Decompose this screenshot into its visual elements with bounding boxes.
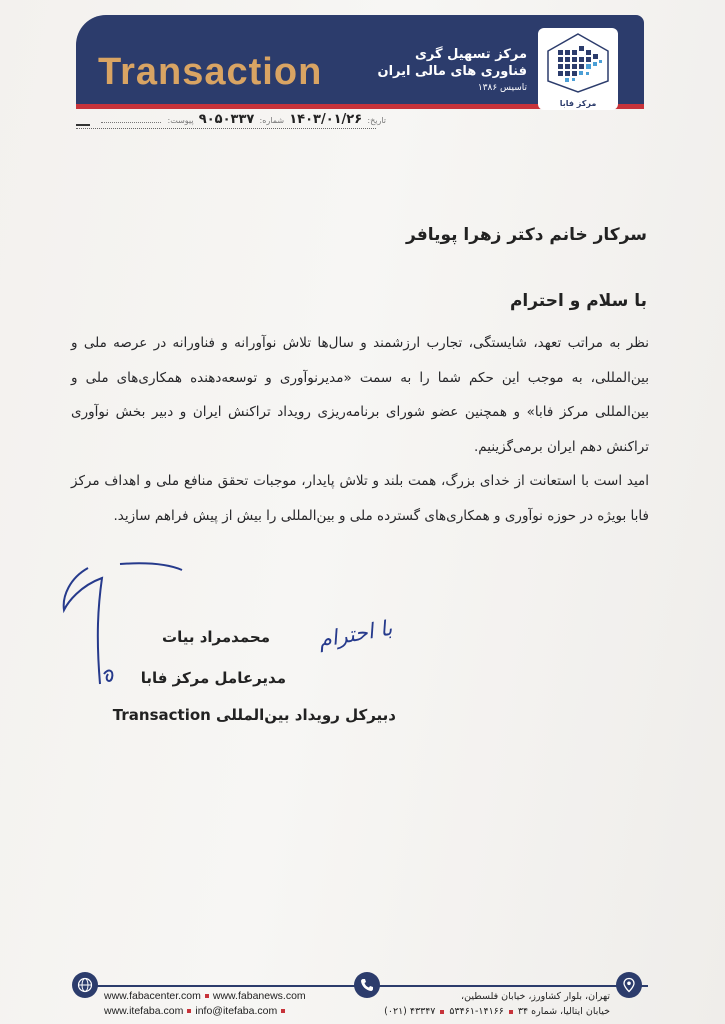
handwritten-note: با احترام [316, 615, 395, 653]
attachment-blank [101, 122, 161, 123]
footer-website-2[interactable]: www.fabanews.com [212, 990, 306, 1002]
signer-event-title: دبیرکل رویداد بین‌المللی Transaction [112, 706, 396, 724]
date-value: ۱۴۰۳/۰۱/۲۶ [289, 112, 363, 127]
meta-dotted-rule [76, 128, 376, 129]
faba-logo [538, 28, 618, 110]
footer-address [340, 989, 610, 1019]
footer-websites [104, 989, 344, 1019]
footer-address-line2: خیابان ایتالیا، شماره ۳۴ [517, 1006, 610, 1017]
organization-title [377, 46, 527, 97]
number-value: ۹۰۵۰۳۳۷ [198, 112, 255, 127]
wordmark-text: Transaction [98, 51, 323, 93]
footer-email[interactable]: info@itefaba.com [195, 1005, 278, 1017]
number-label: شماره: [259, 116, 285, 125]
transaction-wordmark [98, 47, 368, 97]
faba-logo-icon [544, 32, 612, 94]
footer-postal-code: ۱۴۱۶۶-۵۳۴۶۱ [449, 1006, 504, 1017]
location-icon [616, 972, 642, 998]
date-label: تاریخ: [367, 116, 386, 125]
letter-body [71, 326, 649, 533]
logo-caption: مرکز فابا [559, 99, 597, 108]
org-name-line2: فناوری های مالی ایران [377, 64, 527, 79]
body-paragraph-1: نظر به مراتب تعهد، شایستگی، تجارب ارزشمند و سال‌ها تلاش نوآورانه و فناورانه در عرصه ملی و بین‌المللی، به موجب این حکم شما را به سمت «مدیرنوآوری و توسعه‌دهنده همکاری‌های ملی و بین‌المللی مرکز فابا» و همچنین عضو شورای برنامه‌ریزی رویداد تراکنش ایران و دبیر بخش نوآوری تراکنش دهم ایران برمی‌گزینیم. [71, 335, 649, 455]
body-paragraph-2: امید است با استعانت از خدای بزرگ، همت بلند و تلاش پایدار، موجبات تحقق منافع ملی و اهداف مرکز فابا بویژه در حوزه نوآوری و همکاری‌های گسترده ملی و بین‌المللی را بیش از پیش فراهم سازید. [71, 473, 649, 524]
footer-phone: (۰۲۱) ۴۳۳۴۷ [384, 1006, 436, 1017]
org-established: تاسیس ۱۳۸۶ [477, 83, 527, 93]
footer-address-line1: تهران، بلوار کشاورز، خیابان فلسطین، [461, 991, 610, 1002]
meta-dash [76, 124, 90, 126]
footer-website-1[interactable]: www.fabacenter.com [104, 990, 201, 1002]
greeting-line: با سلام و احترام [509, 291, 647, 311]
footer-website-3[interactable]: www.itefaba.com [104, 1005, 184, 1017]
letter-meta [76, 112, 386, 128]
org-name-line1: مرکز تسهیل گری [415, 47, 527, 62]
signer-title: مدیرعامل مرکز فابا [140, 669, 286, 687]
attachment-label: پیوست: [167, 116, 194, 125]
signer-name: محمدمراد بیات [162, 628, 270, 646]
recipient-line: سرکار خانم دکتر زهرا پویافر [406, 225, 647, 245]
globe-icon [72, 972, 98, 998]
